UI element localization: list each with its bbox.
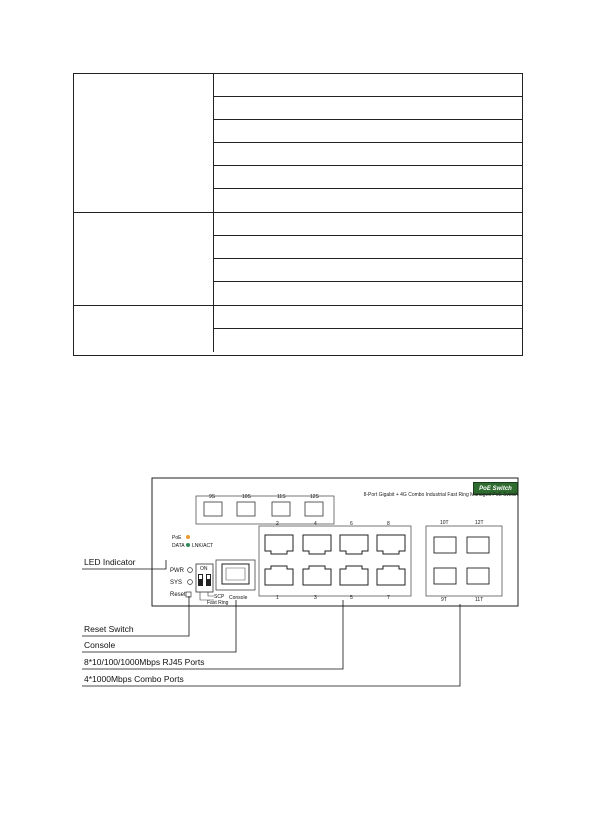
sfp-port [272,502,290,516]
poe-led [186,535,190,539]
combo-port [434,568,456,584]
combo-label: 10T [440,520,449,526]
model-description: 8-Port Gigabit + 4G Combo Industrial Fast Ring Managed PoE Switch [363,492,518,498]
callout-combo-ports: 4*1000Mbps Combo Ports [84,674,184,684]
pwr-led [188,568,193,573]
combo-label: 11T [475,597,484,603]
sys-label: SYS [170,580,183,586]
sfp-label: 12S [310,494,319,500]
combo-label: 9T [441,597,447,603]
rj45-port [340,566,368,585]
rj45-port [265,535,293,554]
rj45-label: 3 [314,595,317,601]
sfp-label: 9S [209,494,216,500]
rj45-label: 1 [276,595,279,601]
callout-led-indicator: LED Indicator [84,557,136,567]
console-port-label: Console [229,595,248,601]
rj45-port [303,535,331,554]
dip-on-label: ON [200,566,208,572]
rj45-port [303,566,331,585]
reset-button [186,592,191,597]
sfp-port [237,502,255,516]
rj45-port [377,566,405,585]
combo-block [426,526,502,596]
pwr-label: PWR [170,568,184,574]
rj45-port [265,566,293,585]
callout-rj45-ports: 8*10/100/1000Mbps RJ45 Ports [84,657,205,667]
sfp-port [305,502,323,516]
data-led-label: DATA [172,543,185,549]
rj45-label: 6 [350,521,353,527]
dip-scp-label: SCP [214,594,225,600]
rj45-label: 4 [314,521,317,527]
poe-switch-logo: PoE Switch [473,482,518,495]
poe-led-label: PoE [172,535,182,541]
dip-fastring-label: Fast Ring [207,600,229,606]
lnk-act-label: LNK/ACT [192,543,214,549]
combo-port [434,537,456,553]
sfp-label: 11S [277,494,286,500]
sfp-label: 10S [242,494,251,500]
reset-label: Reset [170,592,186,598]
combo-label: 12T [475,520,484,526]
callout-console: Console [84,640,116,650]
rj45-port [377,535,405,554]
rj45-label: 7 [387,595,390,601]
callout-reset-switch: Reset Switch [84,624,134,634]
rj45-label: 2 [276,521,279,527]
rj45-label: 5 [350,595,353,601]
rj45-port [340,535,368,554]
rj45-label: 8 [387,521,390,527]
sfp-port [204,502,222,516]
combo-port [467,537,489,553]
combo-port [467,568,489,584]
data-led [186,543,190,547]
sys-led [188,580,193,585]
